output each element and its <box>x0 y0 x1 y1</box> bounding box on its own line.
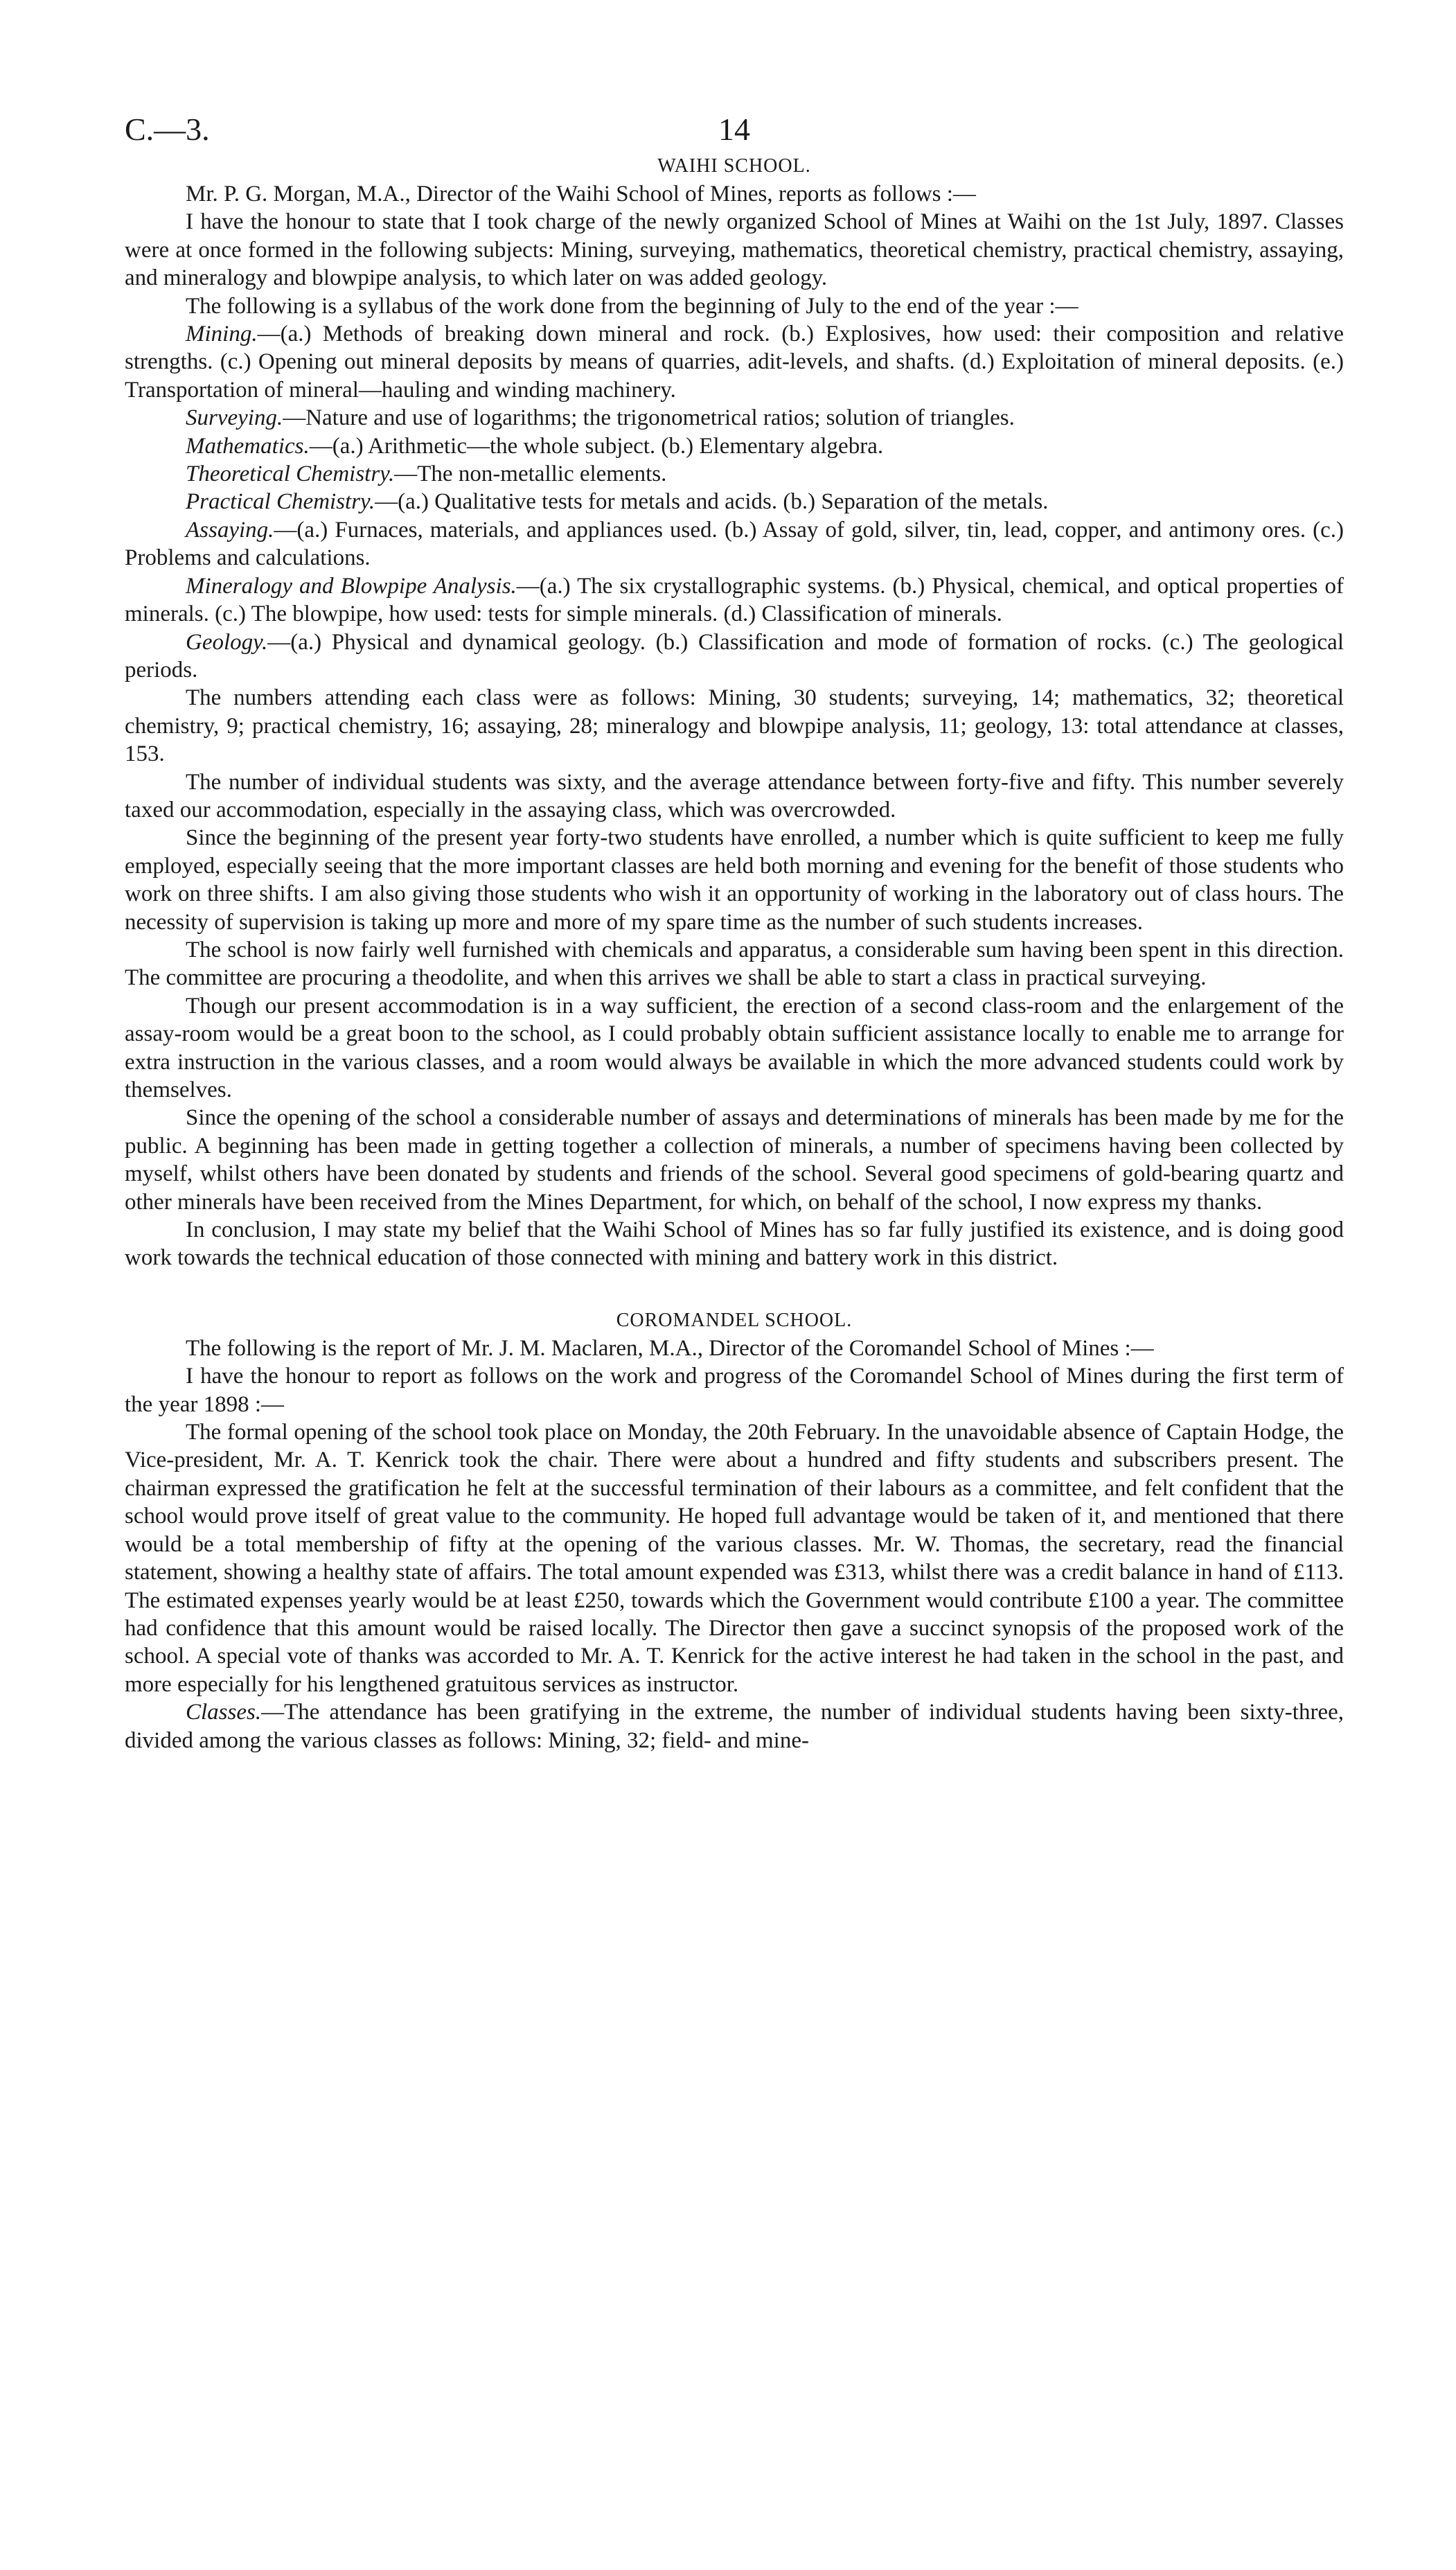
page-number: 14 <box>718 112 750 147</box>
page-header <box>125 104 1344 152</box>
paragraph: The numbers attending each class were as follows: Mining, 30 students; surveying, 14; mathematics, 32; theoretical chemistry, 9; practical chemistry, 16; assaying, 28; mineralogy and blowpipe analysis, 11; geology, 13: total attendance at classes, 153. <box>125 685 1344 767</box>
paragraph: Though our present accommodation is in a way sufficient, the erection of a second class-room and the enlargement of the assay-room would be a great boon to the school, as I could probably obtain sufficient assistance locally to enable me to arrange for extra instruction in the various classes, and a room would always be available in which the more advanced students could work by themselves. <box>125 993 1344 1102</box>
subject-label: Assaying. <box>186 517 274 543</box>
section-waihi <box>125 152 1344 1272</box>
section-coromandel <box>125 1307 1344 1754</box>
section-title: COROMANDEL SCHOOL. <box>616 1309 853 1331</box>
paragraph: Classes.—The attendance has been gratifying in the extreme, the number of individual students having been sixty-three, divided among the various classes as follows: Mining, 32; field- and mine- <box>125 1700 1344 1753</box>
paragraph: Since the opening of the school a considerable number of assays and determinations of minerals has been made by me for the public. A beginning has been made in getting together a collection of minerals, a number of specimens having been collected by myself, whilst others have been donated by students and friends of the school. Several good specimens of gold-bearing quartz and other minerals have been received from the Mines Department, for which, on behalf of the school, I now express my thanks. <box>125 1105 1344 1215</box>
document-page <box>125 104 1344 1754</box>
syllabus-item: Mineralogy and Blowpipe Analysis.—(a.) The six crystallographic systems. (b.) Physical, chemical, and optical properties of minerals. (c.) The blowpipe, how used: tests for simple minerals. (d.) Classification of minerals. <box>125 573 1344 627</box>
paragraph: Since the beginning of the present year forty-two students have enrolled, a number which is quite sufficient to keep me fully employed, especially seeing that the more important classes are held both morning and evening for the benefit of those students who work on three shifts. I am also giving those students who wish it an opportunity of working in the laboratory out of class hours. The necessity of supervision is taking up more and more of my spare time as the number of such students increases. <box>125 825 1344 935</box>
syllabus-item: Mining.—(a.) Methods of breaking down mineral and rock. (b.) Explosives, how used: their composition and relative strengths. (c.) Opening out mineral deposits by means of quarries, adit-levels, and shafts. (d.) Exploitation of mineral deposits. (e.) Transportation of mineral—hauling and winding machinery. <box>125 322 1344 403</box>
subject-label: Mineralogy and Blowpipe Analysis. <box>186 573 517 599</box>
paragraph: Mr. P. G. Morgan, M.A., Director of the Waihi School of Mines, reports as follows :— <box>186 182 976 206</box>
subject-label: Geology. <box>186 629 268 655</box>
paragraph: The following is a syllabus of the work done from the beginning of July to the end of the year :— <box>186 293 1078 319</box>
syllabus-item: Practical Chemistry.—(a.) Qualitative tests for metals and acids. (b.) Separation of the metals. <box>186 489 1049 515</box>
paragraph: In conclusion, I may state my belief that the Waihi School of Mines has so far fully justified its existence, and is doing good work towards the technical education of those connected with mining and battery work in this district. <box>125 1217 1344 1271</box>
subject-label: Classes. <box>186 1700 262 1725</box>
document-reference: C.—3. <box>125 112 210 147</box>
syllabus-item: Mathematics.—(a.) Arithmetic—the whole subject. (b.) Elementary algebra. <box>186 433 884 459</box>
subject-label: Practical Chemistry. <box>186 489 375 515</box>
paragraph: I have the honour to state that I took charge of the newly organized School of Mines at Waihi on the 1st July, 1897. Classes were at once formed in the following subjects: Mining, surveying, mathematics, theoretical chemistry, practical chemistry, assaying, and mineralogy and blowpipe analysis, to which later on was added geology. <box>125 209 1344 291</box>
paragraph: I have the honour to report as follows on the work and progress of the Coromandel School of Mines during the first term of the year 1898 :— <box>125 1364 1344 1417</box>
document-body <box>125 152 1344 1754</box>
subject-label: Surveying. <box>186 405 283 431</box>
paragraph: The following is the report of Mr. J. M. Maclaren, M.A., Director of the Coromandel School of Mines :— <box>186 1335 1154 1361</box>
syllabus-item: Assaying.—(a.) Furnaces, materials, and appliances used. (b.) Assay of gold, silver, tin, lead, copper, and antimony ores. (c.) Problems and calculations. <box>125 517 1344 571</box>
subject-label: Mathematics. <box>186 433 310 459</box>
section-title: WAIHI SCHOOL. <box>657 155 811 177</box>
syllabus-item: Surveying.—Nature and use of logarithms; the trigonometrical ratios; solution of triangles. <box>186 405 1015 431</box>
syllabus-item: Theoretical Chemistry.—The non-metallic elements. <box>186 461 667 487</box>
paragraph: The formal opening of the school took place on Monday, the 20th February. In the unavoidable absence of Captain Hodge, the Vice-president, Mr. A. T. Kenrick took the chair. There were about a hundred and fifty students and subscribers present. The chairman expressed the gratification he felt at the successful termination of their labours as a committee, and felt confident that the school would prove itself of great value to the community. He hoped full advantage would be taken of it, and mentioned that there would be a total membership of fifty at the opening of the various classes. Mr. W. Thomas, the secretary, read the financial statement, showing a healthy state of affairs. The total amount expended was £313, whilst there was a credit balance in hand of £113. The estimated expenses yearly would be at least £250, towards which the Government would contribute £100 a year. The committee had confidence that this amount would be raised locally. The Director then gave a succinct synopsis of the proposed work of the school. A special vote of thanks was accorded to Mr. A. T. Kenrick for the active interest he had taken in the school in the past, and more especially for his lengthened gratuitous services as instructor. <box>125 1420 1344 1697</box>
subject-label: Mining. <box>186 322 258 347</box>
syllabus-item: Geology.—(a.) Physical and dynamical geology. (b.) Classification and mode of formation of rocks. (c.) The geological periods. <box>125 629 1344 683</box>
paragraph: The number of individual students was sixty, and the average attendance between forty-five and fifty. This number severely taxed our accommodation, especially in the assaying class, which was overcrowded. <box>125 769 1344 822</box>
paragraph: The school is now fairly well furnished with chemicals and apparatus, a considerable sum having been spent in this direction. The committee are procuring a theodolite, and when this arrives we shall be able to start a class in practical surveying. <box>125 937 1344 991</box>
subject-label: Theoretical Chemistry. <box>186 461 395 487</box>
